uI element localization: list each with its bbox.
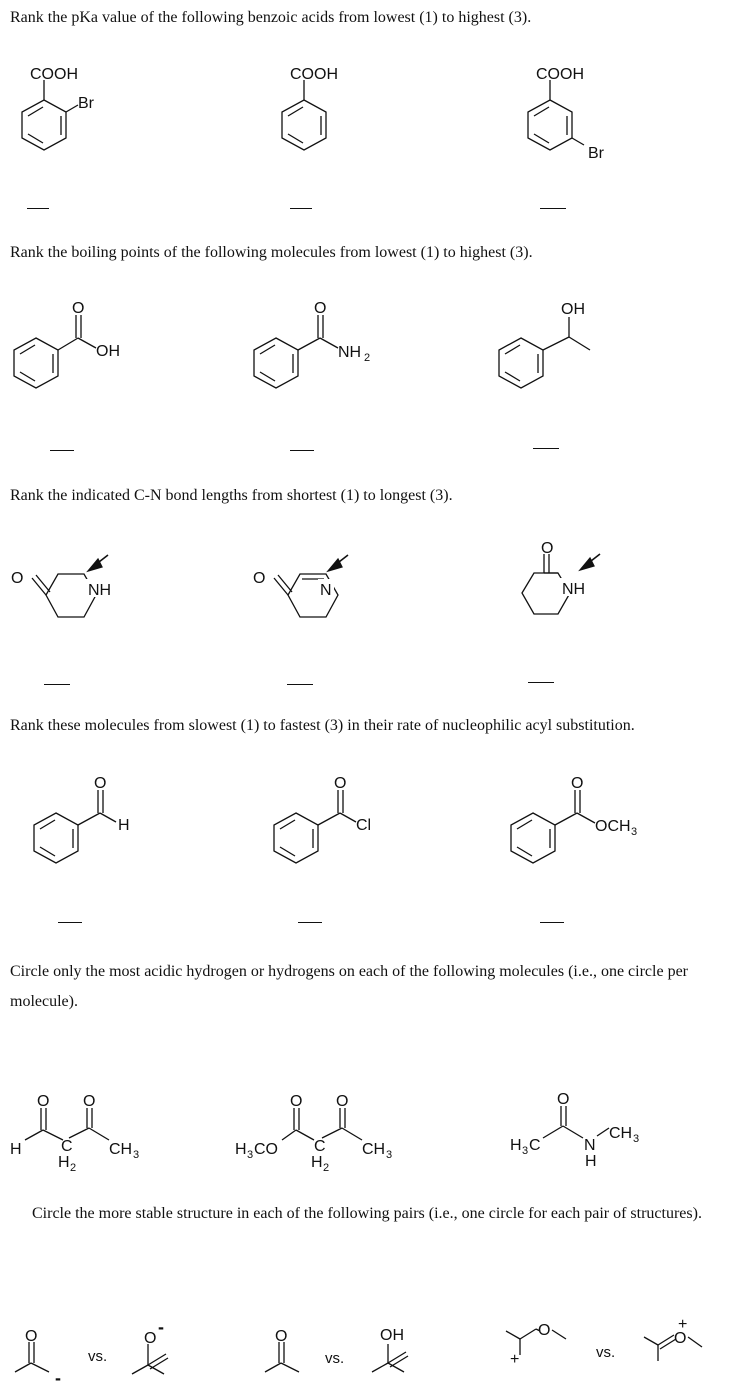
svg-text:NH: NH [338, 344, 362, 361]
svg-text:CH: CH [109, 1141, 133, 1158]
svg-text:O: O [37, 1093, 50, 1110]
answer-blank[interactable] [540, 922, 564, 923]
molecule-pair1-carbanion [5, 1320, 75, 1390]
svg-text:O: O [25, 1328, 38, 1345]
answer-blank[interactable] [290, 450, 314, 451]
svg-text:OH: OH [96, 343, 120, 360]
molecule-piperidin-2-one [510, 540, 620, 635]
question-pka: Rank the pKa value of the following benzoic acids from lowest (1) to highest (3). [10, 9, 532, 26]
svg-text:N: N [320, 582, 332, 599]
svg-text:2: 2 [70, 1162, 77, 1174]
svg-text:2: 2 [323, 1162, 330, 1174]
svg-text:O: O [72, 300, 85, 317]
svg-text:OH: OH [561, 301, 585, 318]
svg-text:O: O [336, 1093, 349, 1110]
question-most-acidic-hydrogen: Circle only the most acidic hydrogen or hydrogens on each of the following molecules (i.e., one circle per molecule). [10, 963, 689, 1010]
svg-text:Br: Br [78, 95, 94, 112]
svg-text:H: H [311, 1154, 323, 1171]
svg-text:H: H [58, 1154, 70, 1171]
molecule-pair3-carbocation [500, 1315, 590, 1375]
svg-text:+: + [510, 1351, 520, 1368]
vs-label: vs. [88, 1348, 108, 1365]
svg-text:3: 3 [631, 826, 638, 838]
answer-blank[interactable] [298, 922, 322, 923]
molecule-pair1-enolate [120, 1317, 190, 1390]
svg-text:O: O [674, 1330, 687, 1347]
question-cn-bond-length: Rank the indicated C-N bond lengths from shortest (1) to longest (3). [10, 487, 453, 504]
svg-text:COOH: COOH [536, 66, 584, 83]
vs-label: vs. [596, 1344, 616, 1361]
svg-text:O: O [144, 1330, 157, 1347]
svg-text:OCH: OCH [595, 818, 631, 835]
svg-text:O: O [541, 540, 554, 557]
svg-text:O: O [290, 1093, 303, 1110]
svg-text:O: O [557, 1091, 570, 1108]
molecule-1-phenylethanol [495, 295, 605, 395]
svg-text:C: C [314, 1138, 326, 1155]
molecule-benzoyl-chloride [270, 770, 390, 870]
svg-text:H: H [510, 1137, 522, 1154]
svg-text:H: H [585, 1153, 597, 1170]
svg-text:O: O [253, 570, 266, 587]
answer-blank[interactable] [50, 450, 74, 451]
svg-text:NH: NH [88, 582, 112, 599]
svg-text:3: 3 [522, 1145, 529, 1157]
answer-blank[interactable] [27, 208, 49, 209]
molecule-benzamide [250, 295, 390, 395]
answer-blank[interactable] [533, 448, 559, 449]
answer-blank[interactable] [44, 684, 70, 685]
molecule-benzoic-acid-skeletal [10, 295, 140, 395]
molecule-3-oxobutanal [5, 1090, 155, 1180]
svg-text:2: 2 [364, 352, 371, 364]
svg-text:C: C [529, 1137, 541, 1154]
svg-text:-: - [158, 1317, 164, 1337]
svg-text:C: C [61, 1138, 73, 1155]
svg-text:O: O [83, 1093, 96, 1110]
svg-text:Br: Br [588, 145, 604, 162]
svg-text:3: 3 [133, 1149, 140, 1161]
svg-text:COOH: COOH [30, 66, 78, 83]
svg-text:3: 3 [386, 1149, 393, 1161]
question-boiling-points: Rank the boiling points of the following molecules from lowest (1) to highest (3). [10, 244, 533, 261]
svg-text:O: O [538, 1322, 551, 1339]
molecule-n-methylacetamide [505, 1090, 665, 1180]
svg-text:3: 3 [633, 1133, 640, 1145]
question-more-stable-structure: Circle the more stable structure in each of the following pairs (i.e., one circle for each pair of structures). [32, 1205, 702, 1222]
svg-text:O: O [94, 775, 107, 792]
molecule-piperidin-3-one [8, 545, 138, 635]
molecule-methyl-benzoate [507, 770, 667, 870]
svg-text:H: H [235, 1141, 247, 1158]
answer-blank[interactable] [528, 682, 554, 683]
svg-text:CH: CH [609, 1125, 633, 1142]
svg-text:3: 3 [247, 1149, 254, 1161]
svg-text:O: O [571, 775, 584, 792]
answer-blank[interactable] [287, 684, 313, 685]
svg-text:Cl: Cl [356, 817, 372, 834]
molecule-benzoic-acid [270, 60, 380, 170]
svg-text:CO: CO [254, 1141, 278, 1158]
svg-text:O: O [11, 570, 24, 587]
svg-text:NH: NH [562, 581, 586, 598]
svg-text:N: N [584, 1137, 596, 1154]
svg-text:H: H [10, 1141, 22, 1158]
vs-label: vs. [325, 1350, 345, 1367]
molecule-methyl-acetoacetate [230, 1090, 410, 1180]
svg-text:OH: OH [380, 1327, 404, 1344]
molecule-pair3-oxocarbenium [640, 1315, 730, 1375]
svg-text:O: O [275, 1328, 288, 1345]
svg-text:+: + [678, 1316, 688, 1333]
molecule-pair2-ketone [255, 1320, 325, 1390]
molecule-3-bromobenzoic-acid [516, 60, 626, 170]
molecule-benzaldehyde [30, 770, 150, 870]
answer-blank[interactable] [58, 922, 82, 923]
svg-text:CH: CH [362, 1141, 386, 1158]
molecule-2-bromobenzoic-acid [10, 60, 120, 170]
answer-blank[interactable] [290, 208, 312, 209]
svg-text:O: O [314, 300, 327, 317]
svg-text:H: H [118, 817, 130, 834]
molecule-pair2-enol [360, 1318, 430, 1388]
svg-text:-: - [55, 1368, 61, 1388]
question-acyl-substitution: Rank these molecules from slowest (1) to fastest (3) in their rate of nucleophilic acyl substitution. [10, 717, 635, 734]
answer-blank[interactable] [540, 208, 566, 209]
molecule-imine-ketone [250, 545, 380, 635]
svg-text:O: O [334, 775, 347, 792]
svg-text:COOH: COOH [290, 66, 338, 83]
